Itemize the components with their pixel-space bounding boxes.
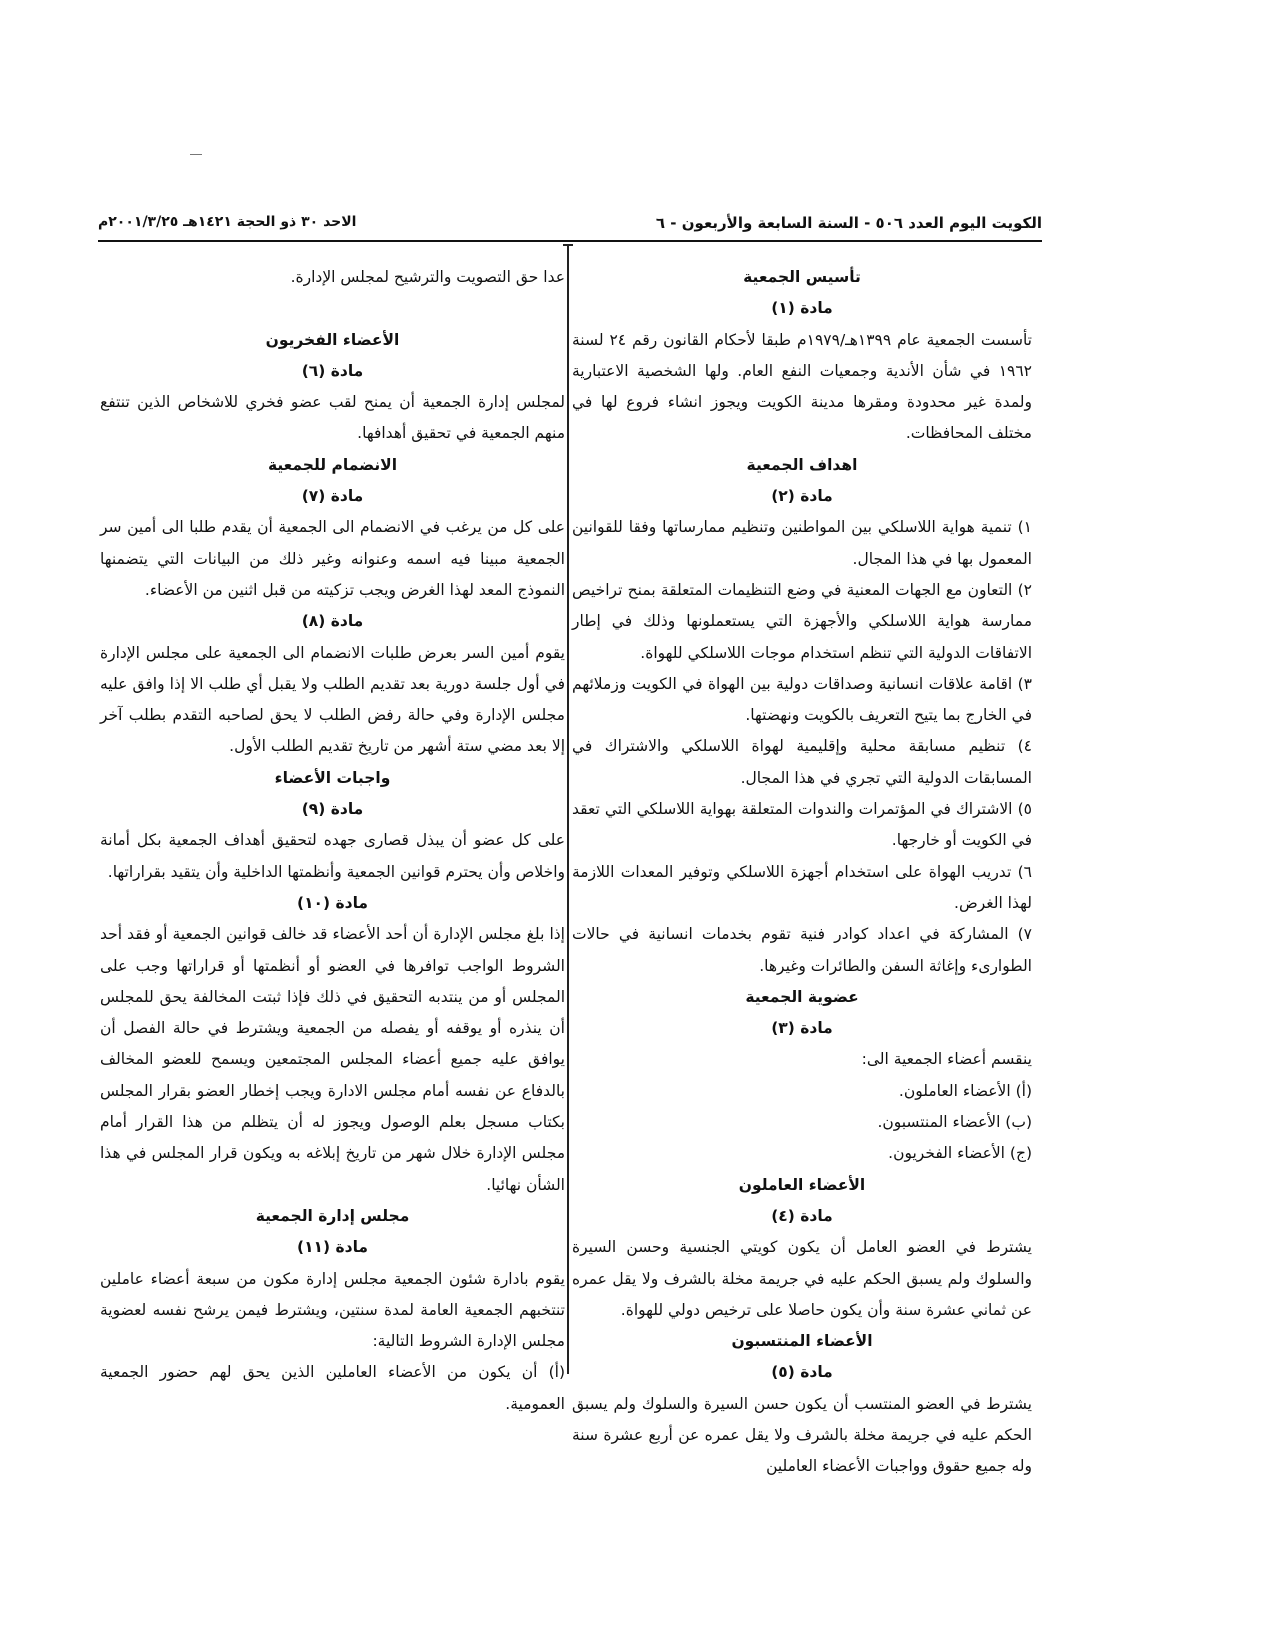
section-heading: الانضمام للجمعية xyxy=(267,455,398,474)
scan-speck xyxy=(190,154,202,155)
paragraph: ٣) اقامة علاقات انسانية وصداقات دولية بين الهواة في الكويت وزملائهم في الخارج بما يتيح التعريف بالكويت ونهضتها. xyxy=(572,674,1032,725)
paragraph: (أ) الأعضاء العاملون. xyxy=(898,1081,1032,1100)
paragraph: ينقسم أعضاء الجمعية الى: xyxy=(861,1050,1032,1069)
paragraph: ٦) تدريب الهواة على استخدام أجهزة اللاسلكي وتوفير المعدات اللازمة لهذا الغرض. xyxy=(572,862,1032,912)
section-heading: مادة (٧) xyxy=(301,487,364,506)
left-column xyxy=(100,262,565,1420)
section-heading: مادة (١١) xyxy=(296,1238,369,1257)
paragraph: لمجلس إدارة الجمعية أن يمنح لقب عضو فخري للاشخاص الذين تنتفع منهم الجمعية في تحقيق أهدافها. xyxy=(100,393,565,443)
section-heading: تأسيس الجمعية xyxy=(743,268,861,286)
section-heading: مجلس إدارة الجمعية xyxy=(255,1206,410,1225)
paragraph: يقوم أمين السر بعرض طلبات الانضمام الى الجمعية على مجلس الإدارة في أول جلسة دورية بعد تقديم الطلب ولا يقبل أي طلب الا إذا وافق عليه مجلس الإدارة وفي حالة رفض الطلب لا يحق لصاحبه التقدم بطلب آخر إلا بعد مضي ستة أشهر من تاريخ تقديم الطلب الأول. xyxy=(100,643,565,756)
header-issue: الكويت اليوم العدد ٥٠٦ - السنة السابعة والأربعون - ٦ xyxy=(655,214,1042,232)
right-column xyxy=(572,262,1032,1483)
section-heading: مادة (٣) xyxy=(771,1019,833,1038)
section-heading: واجبات الأعضاء xyxy=(274,768,391,787)
section-heading: مادة (٨) xyxy=(301,612,364,631)
paragraph: على كل من يرغب في الانضمام الى الجمعية أن يقدم طلبا الى أمين سر الجمعية مبينا فيه اسمه وعنوانه وغير ذلك من البيانات التي يتضمنها النموذج المعد لهذا الغرض ويجب تزكيته من قبل اثنين من الأعضاء. xyxy=(100,518,565,599)
spacer xyxy=(100,293,565,324)
paragraph: إذا بلغ مجلس الإدارة أن أحد الأعضاء قد خالف قوانين الجمعية أو فقد أحد الشروط الواجب توافرها في العضو أو أنظمتها أو قراراتها وجب على المجلس أو من ينتدبه التحقيق في ذلك فإذا ثبتت المخالفة يحق للمجلس أن ينذره أو يوقفه أو يفصله من الجمعية ويشترط في حالة الفصل أن يوافق عليه جميع أعضاء المجلس المجتمعين ويسمح للعضو المخالف بالدفاع عن نفسه أمام مجلس الادارة ويجب إخطار العضو بقرار المجلس بكتاب مسجل بعلم الوصول ويجوز له أن يتظلم من هذا القرار أمام مجلس الإدارة خلال شهر من تاريخ إبلاغه به ويكون قرار المجلس في هذا الشأن نهائيا. xyxy=(100,925,565,1194)
paragraph: (أ) أن يكون من الأعضاء العاملين الذين يحق لهم حضور الجمعية العمومية. xyxy=(100,1363,565,1413)
section-heading: مادة (٢) xyxy=(771,487,833,506)
section-heading: مادة (٩) xyxy=(301,800,364,819)
paragraph: يقوم بادارة شئون الجمعية مجلس إدارة مكون من سبعة أعضاء عاملين تنتخبهم الجمعية العامة لمدة سنتين، ويشترط فيمن يرشح نفسه لعضوية مجلس الإدارة الشروط التالية: xyxy=(100,1269,565,1351)
section-heading: الأعضاء الفخريون xyxy=(265,330,400,349)
paragraph: ٢) التعاون مع الجهات المعنية في وضع التنظيمات المتعلقة بمنح تراخيص ممارسة هواية اللاسلكي والأجهزة التي يستعملونها وذلك في إطار الاتفاقات الدولية التي تنظم استخدام موجات اللاسلكي للهواة. xyxy=(572,580,1032,662)
paragraph: ٤) تنظيم مسابقة محلية وإقليمية لهواة اللاسلكي والاشتراك في المسابقات الدولية التي تجري في هذا المجال. xyxy=(572,737,1032,787)
section-heading: مادة (٤) xyxy=(771,1206,833,1225)
paragraph: يشترط في العضو العامل أن يكون كويتي الجنسية وحسن السيرة والسلوك ولم يسبق الحكم عليه في جريمة مخلة بالشرف ولا يقل عمره عن ثماني عشرة سنة وأن يكون حاصلا على ترخيص دولي للهواة. xyxy=(572,1238,1032,1319)
header-date: الاحد ٣٠ ذو الحجة ١٤٢١هـ ٢٠٠١/٣/٢٥م xyxy=(98,214,357,230)
section-heading: مادة (١٠) xyxy=(296,893,369,912)
section-heading: مادة (٥) xyxy=(771,1363,833,1382)
section-heading: مادة (١) xyxy=(771,299,833,318)
paragraph: (ج) الأعضاء الفخريون. xyxy=(888,1144,1032,1163)
paragraph: عدا حق التصويت والترشيح لمجلس الإدارة. xyxy=(290,268,565,286)
paragraph: ١) تنمية هواية اللاسلكي بين المواطنين وتنظيم ممارساتها وفقا للقوانين المعمول بها في هذا المجال. xyxy=(572,518,1032,568)
column-divider-tick xyxy=(563,244,573,246)
column-divider xyxy=(567,244,569,1374)
section-heading: اهداف الجمعية xyxy=(746,455,858,474)
paragraph: (ب) الأعضاء المنتسبون. xyxy=(877,1113,1032,1132)
paragraph: ٧) المشاركة في اعداد كوادر فنية تقوم بخدمات انسانية في حالات الطوارىء وإغاثة السفن والطائرات وغيرها. xyxy=(572,925,1032,975)
paragraph: يشترط في العضو المنتسب أن يكون حسن السيرة والسلوك ولم يسبق الحكم عليه في جريمة مخلة بالشرف ولا يقل عمره عن أربع عشرة سنة وله جميع حقوق وواجبات الأعضاء العاملين xyxy=(572,1394,1032,1476)
paragraph: تأسست الجمعية عام ١٣٩٩هـ/١٩٧٩م طبقا لأحكام القانون رقم ٢٤ لسنة ١٩٦٢ في شأن الأندية وجمعيات النفع العام. ولها الشخصية الاعتبارية ولمدة غير محدودة ومقرها مدينة الكويت ويجوز انشاء فروع لها في مختلف المحافظات. xyxy=(572,330,1033,443)
paragraph: على كل عضو أن يبذل قصارى جهده لتحقيق أهداف الجمعية بكل أمانة واخلاص وأن يحترم قوانين الجمعية وأنظمتها الداخلية وأن يتقيد بقراراتها. xyxy=(100,831,565,881)
section-heading: مادة (٦) xyxy=(301,361,364,380)
section-heading: عضوية الجمعية xyxy=(745,987,859,1006)
section-heading: الأعضاء المنتسبون xyxy=(731,1332,873,1351)
page-header xyxy=(98,214,1042,242)
paragraph: ٥) الاشتراك في المؤتمرات والندوات المتعلقة بهواية اللاسلكي التي تعقد في الكويت أو خارجها. xyxy=(572,800,1032,850)
section-heading: الأعضاء العاملون xyxy=(738,1175,866,1194)
